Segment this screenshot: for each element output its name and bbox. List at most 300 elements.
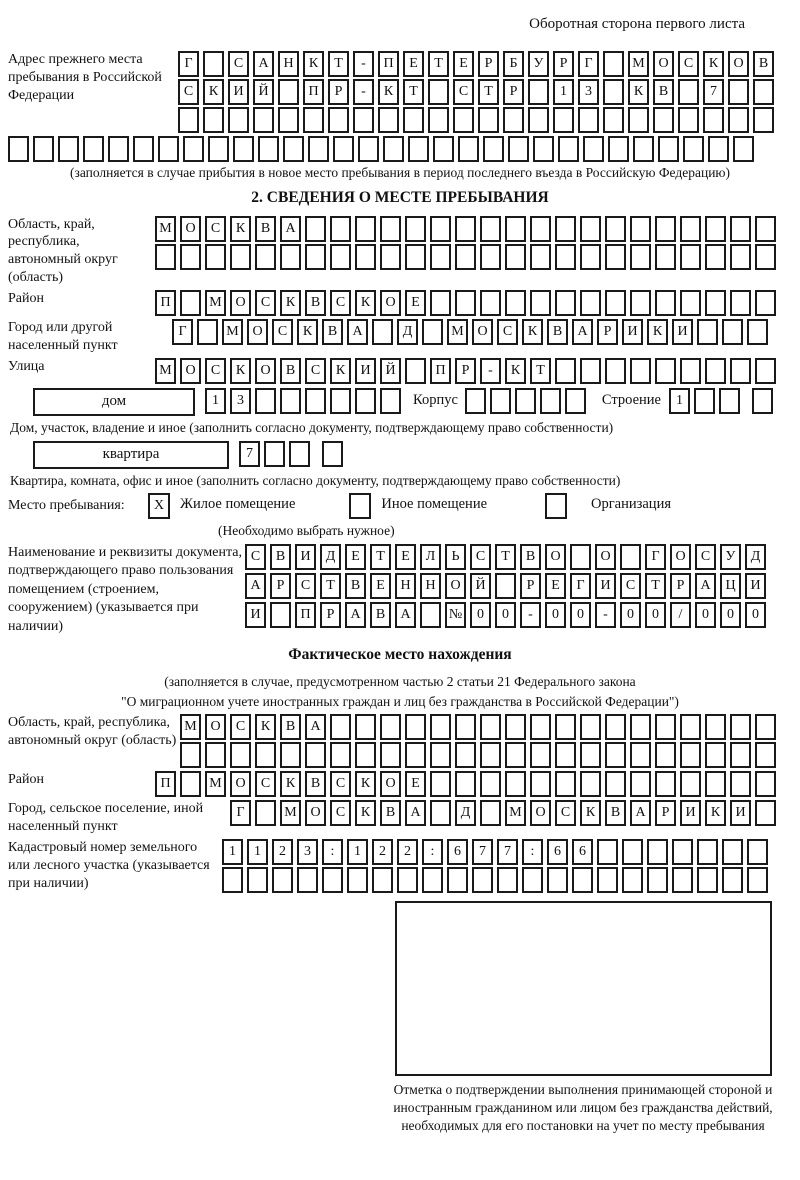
char-box: О — [545, 544, 566, 570]
char-box: И — [595, 573, 616, 599]
apartment-cells — [239, 441, 343, 467]
char-box — [747, 839, 768, 865]
char-box — [203, 51, 224, 77]
korpus-label: Корпус — [413, 391, 458, 408]
char-box: Г — [230, 800, 251, 826]
char-box — [505, 244, 526, 270]
char-box — [608, 136, 629, 162]
char-box: С — [205, 216, 226, 242]
char-box: В — [370, 602, 391, 628]
char-box — [430, 216, 451, 242]
char-box: 0 — [745, 602, 766, 628]
region-row-2 — [155, 244, 776, 270]
char-box: 6 — [547, 839, 568, 865]
actual-region-row-2 — [180, 742, 776, 768]
char-box — [730, 216, 751, 242]
char-box: К — [705, 800, 726, 826]
char-box: Й — [253, 79, 274, 105]
char-box — [255, 244, 276, 270]
char-box — [719, 388, 740, 414]
char-box: О — [255, 358, 276, 384]
cadastral-row-2 — [222, 867, 768, 893]
char-box: В — [547, 319, 568, 345]
char-box — [730, 244, 751, 270]
char-box — [580, 771, 601, 797]
char-box — [472, 867, 493, 893]
char-box: В — [653, 79, 674, 105]
confirmation-stamp-caption: Отметка о подтверждении выполнения принимающей стороной и иностранным гражданином или лицом без гражданства действий, необходимых для его постановки на учет по месту пребывания — [393, 1081, 773, 1134]
char-box — [347, 867, 368, 893]
char-box — [753, 79, 774, 105]
char-box: 1 — [553, 79, 574, 105]
char-box: - — [353, 51, 374, 77]
char-box — [180, 742, 201, 768]
char-box — [603, 107, 624, 133]
stroenie-label: Строение — [601, 391, 661, 408]
char-box — [355, 244, 376, 270]
char-box: К — [378, 79, 399, 105]
char-box — [480, 771, 501, 797]
char-box — [355, 742, 376, 768]
char-box — [108, 136, 129, 162]
char-box — [372, 319, 393, 345]
prev-address-note: (заполняется в случае прибытия в новое место пребывания в период последнего въезда в Российскую Федерацию) — [69, 165, 731, 180]
char-box: К — [280, 771, 301, 797]
char-box — [480, 290, 501, 316]
char-box — [430, 290, 451, 316]
char-box — [630, 244, 651, 270]
char-box — [505, 290, 526, 316]
char-box — [655, 742, 676, 768]
char-box: : — [422, 839, 443, 865]
char-box: А — [245, 573, 266, 599]
char-box: К — [355, 800, 376, 826]
char-box: К — [330, 358, 351, 384]
char-box — [508, 136, 529, 162]
char-box — [555, 244, 576, 270]
char-box: А — [572, 319, 593, 345]
char-box — [380, 388, 401, 414]
char-box — [380, 714, 401, 740]
char-box — [697, 839, 718, 865]
char-box — [230, 244, 251, 270]
char-box: С — [230, 714, 251, 740]
char-box — [458, 136, 479, 162]
char-box — [433, 136, 454, 162]
char-box — [730, 742, 751, 768]
char-box — [628, 107, 649, 133]
char-box — [278, 79, 299, 105]
char-box: С — [695, 544, 716, 570]
char-box — [270, 602, 291, 628]
char-box: 2 — [397, 839, 418, 865]
char-box — [330, 216, 351, 242]
char-box: А — [305, 714, 326, 740]
prev-address-row-2 — [178, 79, 774, 105]
char-box — [630, 358, 651, 384]
actual-location-note-2: "О миграционном учете иностранных граждан и лиц без гражданства в Российской Федерации") — [121, 693, 679, 709]
actual-location-note-1: (заполняется в случае, предусмотренном частью 2 статьи 21 Федерального закона — [164, 673, 636, 689]
char-box — [705, 742, 726, 768]
char-box: О — [380, 290, 401, 316]
char-box — [580, 742, 601, 768]
city-block — [8, 319, 792, 355]
char-box — [647, 867, 668, 893]
char-box — [405, 244, 426, 270]
char-box — [705, 771, 726, 797]
char-box — [555, 714, 576, 740]
char-box: Г — [172, 319, 193, 345]
district-row — [155, 290, 776, 316]
char-box — [603, 79, 624, 105]
char-box: 3 — [297, 839, 318, 865]
char-box — [730, 358, 751, 384]
char-box — [33, 136, 54, 162]
char-box — [630, 290, 651, 316]
house-block — [8, 388, 792, 416]
char-box — [530, 290, 551, 316]
char-box: 3 — [578, 79, 599, 105]
char-box — [547, 867, 568, 893]
prev-address-label: Адрес прежнего места пребывания в Российской Федерации — [8, 52, 162, 103]
char-box — [655, 244, 676, 270]
char-box — [297, 867, 318, 893]
char-box — [455, 771, 476, 797]
char-box: М — [222, 319, 243, 345]
char-box: О — [472, 319, 493, 345]
char-box — [747, 319, 768, 345]
char-box: О — [530, 800, 551, 826]
char-box: М — [205, 290, 226, 316]
document-grid — [245, 544, 766, 628]
char-box — [380, 216, 401, 242]
char-box — [655, 771, 676, 797]
char-box — [647, 839, 668, 865]
char-box: Р — [455, 358, 476, 384]
other-premises-checkbox — [349, 493, 371, 519]
char-box: В — [270, 544, 291, 570]
char-box: 7 — [239, 441, 260, 467]
char-box: Е — [370, 573, 391, 599]
char-box — [380, 244, 401, 270]
char-box: В — [345, 573, 366, 599]
char-box: 6 — [447, 839, 468, 865]
char-box: А — [395, 602, 416, 628]
char-box — [255, 388, 276, 414]
char-box — [697, 867, 718, 893]
char-box — [158, 136, 179, 162]
char-box: П — [295, 602, 316, 628]
char-box — [455, 244, 476, 270]
char-box — [755, 771, 776, 797]
char-box — [705, 244, 726, 270]
char-box — [305, 244, 326, 270]
char-box: - — [595, 602, 616, 628]
document-row-3 — [245, 602, 766, 628]
char-box — [555, 358, 576, 384]
char-box: Е — [395, 544, 416, 570]
char-box: П — [155, 771, 176, 797]
char-box: Й — [470, 573, 491, 599]
char-box: С — [330, 290, 351, 316]
char-box — [580, 714, 601, 740]
char-box — [522, 867, 543, 893]
residential-premises-checkbox: X — [148, 493, 170, 519]
char-box — [678, 79, 699, 105]
char-box: Е — [453, 51, 474, 77]
char-box — [430, 771, 451, 797]
char-box — [658, 136, 679, 162]
char-box: В — [520, 544, 541, 570]
actual-district-label: Район — [8, 772, 44, 788]
char-box — [722, 319, 743, 345]
char-box: О — [728, 51, 749, 77]
char-box — [755, 800, 776, 826]
char-box: К — [230, 358, 251, 384]
char-box — [540, 388, 561, 414]
char-box — [455, 714, 476, 740]
char-box: Е — [545, 573, 566, 599]
char-box: Г — [578, 51, 599, 77]
document-label: Наименование и реквизиты документа, подтверждающего право пользования помещением (строением, сооружением) (указывается при наличии) — [8, 544, 242, 634]
char-box — [58, 136, 79, 162]
char-box — [672, 839, 693, 865]
char-box — [255, 800, 276, 826]
char-box — [680, 714, 701, 740]
char-box — [722, 867, 743, 893]
char-box: 7 — [472, 839, 493, 865]
char-box: Г — [645, 544, 666, 570]
char-box: Р — [553, 51, 574, 77]
actual-district-row — [155, 771, 776, 797]
char-box: О — [670, 544, 691, 570]
char-box: В — [255, 216, 276, 242]
prev-address-row-4 — [8, 136, 792, 162]
char-box — [405, 742, 426, 768]
char-box — [678, 107, 699, 133]
confirmation-stamp-box — [395, 901, 772, 1076]
char-box — [8, 136, 29, 162]
char-box: У — [528, 51, 549, 77]
char-box: А — [345, 602, 366, 628]
char-box — [703, 107, 724, 133]
char-box — [630, 216, 651, 242]
char-box: И — [672, 319, 693, 345]
char-box — [578, 107, 599, 133]
char-box — [505, 742, 526, 768]
char-box — [580, 290, 601, 316]
actual-region-label: Область, край, республика, автономный округ (область) — [8, 715, 177, 748]
char-box: С — [453, 79, 474, 105]
char-box — [580, 216, 601, 242]
char-box: О — [205, 714, 226, 740]
char-box — [655, 216, 676, 242]
char-box — [372, 867, 393, 893]
actual-region-row-1 — [180, 714, 776, 740]
char-box — [680, 358, 701, 384]
char-box — [222, 867, 243, 893]
char-box — [228, 107, 249, 133]
char-box: О — [247, 319, 268, 345]
char-box: Г — [178, 51, 199, 77]
char-box: - — [353, 79, 374, 105]
char-box — [558, 136, 579, 162]
char-box — [447, 867, 468, 893]
char-box — [755, 216, 776, 242]
char-box — [580, 358, 601, 384]
char-box: К — [203, 79, 224, 105]
char-box — [605, 290, 626, 316]
char-box — [280, 388, 301, 414]
char-box: М — [628, 51, 649, 77]
char-box: : — [322, 839, 343, 865]
char-box — [697, 319, 718, 345]
apartment-block — [8, 441, 792, 469]
char-box — [570, 544, 591, 570]
char-box — [178, 107, 199, 133]
char-box — [505, 216, 526, 242]
char-box — [420, 602, 441, 628]
char-box: О — [230, 290, 251, 316]
char-box: 0 — [620, 602, 641, 628]
char-box: К — [647, 319, 668, 345]
char-box: В — [280, 358, 301, 384]
char-box — [180, 244, 201, 270]
char-box: С — [205, 358, 226, 384]
char-box: Ц — [720, 573, 741, 599]
char-box — [378, 107, 399, 133]
char-box — [752, 388, 773, 414]
document-block — [8, 544, 792, 636]
char-box: С — [678, 51, 699, 77]
char-box — [308, 136, 329, 162]
char-box — [755, 358, 776, 384]
char-box — [480, 216, 501, 242]
char-box: В — [305, 771, 326, 797]
char-box: С — [295, 573, 316, 599]
char-box: О — [180, 216, 201, 242]
char-box: С — [555, 800, 576, 826]
char-box — [528, 79, 549, 105]
char-box: Н — [420, 573, 441, 599]
char-box — [755, 244, 776, 270]
char-box: 3 — [230, 388, 251, 414]
char-box: А — [405, 800, 426, 826]
char-box — [583, 136, 604, 162]
char-box — [495, 573, 516, 599]
char-box: Л — [420, 544, 441, 570]
char-box — [155, 244, 176, 270]
char-box: Т — [328, 51, 349, 77]
char-box — [528, 107, 549, 133]
cadastral-row-1 — [222, 839, 768, 865]
char-box: 0 — [645, 602, 666, 628]
char-box: 7 — [703, 79, 724, 105]
char-box — [305, 742, 326, 768]
char-box — [730, 771, 751, 797]
char-box — [322, 867, 343, 893]
place-type-label: Место пребывания: — [8, 498, 125, 514]
char-box: К — [628, 79, 649, 105]
char-box: О — [305, 800, 326, 826]
char-box — [358, 136, 379, 162]
char-box: Т — [320, 573, 341, 599]
char-box — [490, 388, 511, 414]
char-box — [180, 290, 201, 316]
document-row-2 — [245, 573, 766, 599]
char-box — [208, 136, 229, 162]
char-box — [605, 358, 626, 384]
char-box — [605, 771, 626, 797]
char-box: 0 — [470, 602, 491, 628]
char-box: М — [280, 800, 301, 826]
char-box — [597, 867, 618, 893]
cadastral-grid — [222, 839, 768, 893]
char-box — [330, 714, 351, 740]
char-box: В — [280, 714, 301, 740]
prev-address-row-3 — [178, 107, 774, 133]
actual-district-block — [8, 771, 792, 797]
street-label: Улица — [8, 358, 45, 374]
char-box: Д — [745, 544, 766, 570]
char-box — [305, 216, 326, 242]
char-box: 1 — [669, 388, 690, 414]
char-box: С — [178, 79, 199, 105]
char-box: 7 — [497, 839, 518, 865]
char-box — [622, 867, 643, 893]
char-box — [555, 290, 576, 316]
char-box: Ь — [445, 544, 466, 570]
char-box: Т — [645, 573, 666, 599]
stroenie-cells — [669, 388, 773, 414]
char-box — [753, 107, 774, 133]
char-box — [197, 319, 218, 345]
char-box: Н — [278, 51, 299, 77]
char-box: М — [205, 771, 226, 797]
char-box: И — [295, 544, 316, 570]
char-box: К — [230, 216, 251, 242]
apartment-type-box: квартира — [33, 441, 229, 469]
organization-option-label: Организация — [591, 496, 671, 513]
house-number-cells — [205, 388, 401, 414]
char-box — [555, 771, 576, 797]
char-box: 1 — [247, 839, 268, 865]
char-box — [705, 714, 726, 740]
char-box — [283, 136, 304, 162]
char-box — [289, 441, 310, 467]
char-box: Г — [570, 573, 591, 599]
char-box — [708, 136, 729, 162]
char-box: 1 — [347, 839, 368, 865]
char-box: О — [180, 358, 201, 384]
char-box: У — [720, 544, 741, 570]
char-box: С — [245, 544, 266, 570]
char-box: К — [280, 290, 301, 316]
char-box: И — [622, 319, 643, 345]
char-box: Е — [405, 771, 426, 797]
char-box: С — [497, 319, 518, 345]
char-box — [553, 107, 574, 133]
char-box: М — [155, 216, 176, 242]
char-box — [478, 107, 499, 133]
char-box — [565, 388, 586, 414]
char-box: К — [255, 714, 276, 740]
char-box: 0 — [545, 602, 566, 628]
char-box — [330, 244, 351, 270]
char-box — [605, 216, 626, 242]
char-box — [383, 136, 404, 162]
char-box: С — [255, 771, 276, 797]
